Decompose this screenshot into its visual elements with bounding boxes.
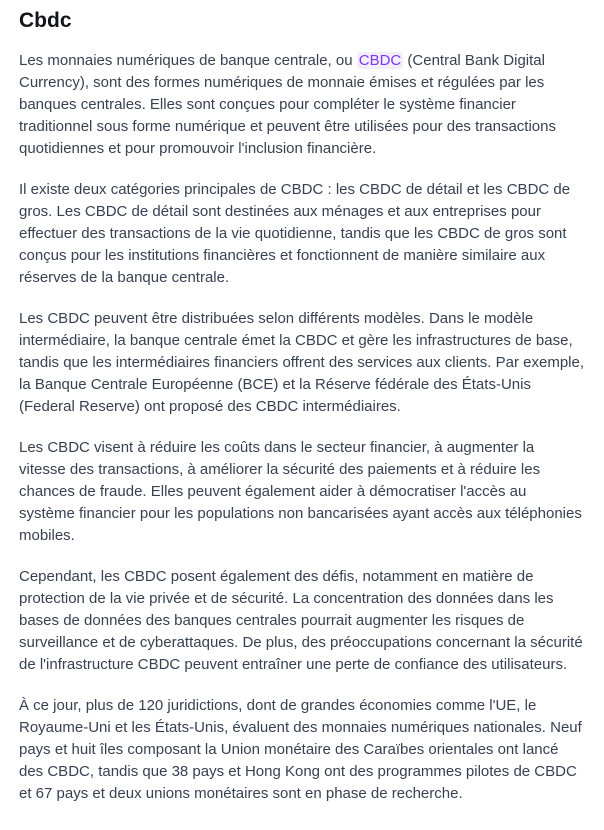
paragraph-benefits: Les CBDC visent à réduire les coûts dans le secteur financier, à augmenter la vitesse des transactions, à améliorer la sécurité des paiements et à réduire les chances de fraude. Elles peuvent également aider à démocratiser l'accès au système financier pour les populations non bancarisées ayant accès aux téléphonies mobiles. [19,439,582,544]
intro-text-after-link: (Central Bank Digital Currency), sont des formes numériques de monnaie émises et régulées par les banques centrales. Elles sont conçues pour compléter le système financier traditionnel sous forme numérique et peuvent être utilisées pour des transactions quotidiennes et pour promouvoir l'inclusion financière. [19,52,556,157]
page-title: Cbdc [19,9,72,32]
intro-text-before-link: Les monnaies numériques de banque centrale, ou [19,52,357,69]
paragraph-categories: Il existe deux catégories principales de CBDC : les CBDC de détail et les CBDC de gros. Les CBDC de détail sont destinées aux ménages et aux entreprises pour effectuer des transactions de la vie quotidienne, tandis que les CBDC de gros sont conçus pour les institutions financières et fonctionnent de manière similaire aux réserves de la banque centrale. [19,181,571,286]
cbdc-term-link[interactable]: CBDC [358,52,402,69]
paragraph-distribution-models: Les CBDC peuvent être distribuées selon différents modèles. Dans le modèle intermédiaire, la banque centrale émet la CBDC et gère les infrastructures de base, tandis que les intermédiaires financiers offrent des services aux clients. Par exemple, la Banque Centrale Européenne (BCE) et la Réserve fédérale des États-Unis (Federal Reserve) ont proposé des CBDC intermédiaires. [19,310,584,415]
paragraph-global-adoption: À ce jour, plus de 120 juridictions, dont de grandes économies comme l'UE, le Royaume-Uni et les États-Unis, évaluent des monnaies numériques nationales. Neuf pays et huit îles composant la Union monétaire des Caraïbes orientales ont lancé des CBDC, tandis que 38 pays et Hong Kong ont des programmes pilotes de CBDC et 67 pays et deux unions monétaires sont en phase de recherche. [19,697,582,802]
paragraph-intro [19,50,585,160]
paragraph-challenges: Cependant, les CBDC posent également des défis, notamment en matière de protection de la vie privée et de sécurité. La concentration des données dans les bases de données des banques centrales pourrait augmenter les risques de surveillance et de cyberattaques. De plus, des préoccupations concernant la sécurité de l'infrastructure CBDC peuvent entraîner une perte de confiance des utilisateurs. [19,568,583,673]
article-body [19,8,585,805]
